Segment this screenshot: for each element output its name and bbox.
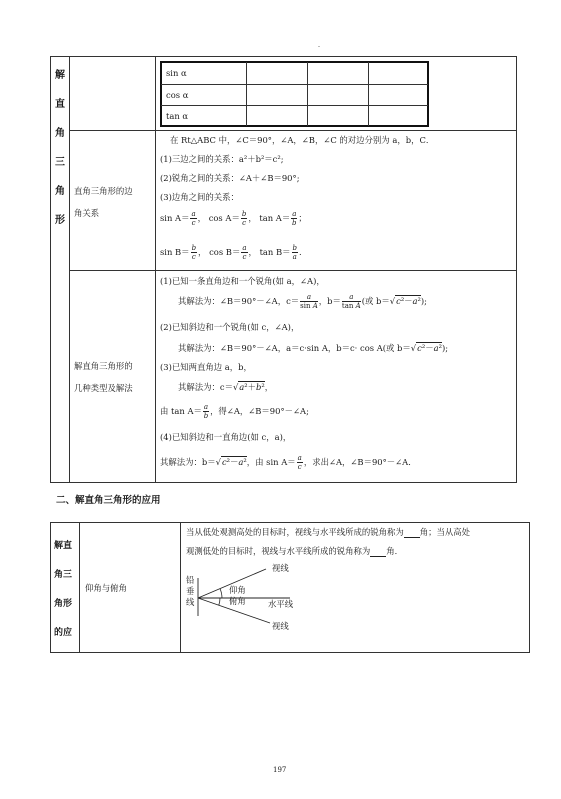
trig-table-col (368, 62, 369, 126)
text: ，得∠A，∠B＝90°－∠A; (210, 406, 309, 416)
text: 由 tan A＝ (160, 406, 202, 416)
trig-row-label: tan α (166, 111, 189, 121)
case-4: (4)已知斜边和一直角边(如 c，a)， (160, 432, 292, 442)
relation-item: (2)锐角之间的关系：∠A＋∠B＝90°; (160, 173, 300, 183)
formula-sinB: sin B＝ (160, 247, 190, 257)
sqrt: c²－a² (221, 457, 247, 467)
side-char: 角 (55, 128, 65, 139)
trig-table-col (246, 62, 247, 126)
table2-top-border (50, 522, 530, 523)
definition-line-2 (186, 546, 403, 557)
blank-depression[interactable] (370, 547, 386, 557)
text: ，b＝ (318, 296, 341, 306)
side-char: 直 (55, 99, 65, 110)
sqrt: c²－a² (396, 296, 421, 306)
section-heading: 二、解直角三角形的应用 (56, 495, 161, 506)
fraction: $\frac{b}{c}$ (241, 210, 247, 227)
formula-line-a: sin A＝ $\frac{a}{c}$ ， cos A＝ $\frac{b}{c}$ ， tan A＝ $\frac{a}{b}$ ； (160, 210, 307, 227)
blank-elevation[interactable] (404, 528, 420, 538)
trig-table-row (161, 105, 428, 106)
trig-table-col (307, 62, 308, 126)
sqrt: a²＋b² (239, 382, 265, 392)
relation-item: (1)三边之间的关系：a²＋b²＝c²; (160, 154, 284, 164)
side-label-line: 角形 (54, 599, 73, 609)
fraction: $\frac{a}{b}$ (203, 403, 209, 420)
page-number: 197 (273, 766, 287, 774)
table1-row-sep-1 (69, 130, 517, 131)
plumb-label-char: 垂 (186, 586, 195, 596)
text: ); (420, 296, 427, 306)
depression-arc (219, 598, 220, 605)
formula-cosB: cos B＝ (209, 247, 241, 257)
side-label-line: 角三 (54, 570, 73, 580)
label-sight-bottom: 视线 (272, 621, 289, 631)
relation-intro: 在 Rt△ABC 中，∠C＝90°，∠A，∠B，∠C 的对边分别为 a，b，C． (170, 135, 435, 145)
side-label-line: 解直 (54, 541, 73, 551)
trig-row-label: cos α (166, 90, 189, 100)
table2-right-border (529, 522, 530, 653)
text: 其解法为：c＝ (178, 382, 233, 392)
fraction: $\frac{a}{\text{tan A}}$ (341, 293, 361, 310)
formula-line-b: sin B＝ $\frac{b}{c}$ ， cos B＝ $\frac{a}{c}$ ， tan B＝ $\frac{b}{a}$ . (160, 244, 302, 261)
row-label: 直角三角形的边 (74, 186, 133, 196)
trig-row-label: sin α (166, 68, 187, 78)
table2-bottom-border (50, 652, 530, 653)
case-1: (1)已知一条直角边和一个锐角(如 a，∠A)， (160, 276, 325, 286)
plumb-label-char: 线 (186, 597, 195, 607)
case-4-solution: 其解法为：b＝√c²－a²，由 sin A＝ $\frac{a}{c}$ ，求出∠A，∠B＝90°－∠A． (160, 454, 417, 471)
text: ); (441, 343, 449, 353)
fraction: $\frac{a}{\text{sin A}}$ (300, 293, 318, 310)
case-3-tail (160, 400, 309, 422)
case-3-solution: 其解法为：c＝√a²＋b²， (178, 382, 274, 392)
fraction: $\frac{a}{c}$ (191, 210, 196, 227)
row-label: 角关系 (74, 208, 100, 218)
sqrt: c²－a² (417, 343, 442, 353)
case-2: (2)已知斜边和一个锐角(如 c，∠A)， (160, 322, 300, 332)
table1-left-border (50, 56, 51, 483)
fraction: $\frac{b}{a}$ (292, 244, 297, 261)
side-char: 角 (55, 186, 65, 197)
elevation-arc (220, 589, 222, 598)
fraction: $\frac{a}{b}$ (292, 210, 297, 227)
text: 观测低处的目标时，视线与水平线所成的锐角称为 (186, 546, 371, 556)
side-char: 形 (55, 215, 65, 226)
text: 角． (386, 546, 403, 556)
text: (或 b＝ (361, 296, 390, 306)
row-label: 解直角三角形的 (74, 361, 133, 371)
label-depression: 俯角 (229, 596, 246, 606)
fraction: $\frac{a}{c}$ (242, 244, 247, 261)
text: 角；当从高处 (419, 527, 470, 537)
formula-tanB: tan B＝ (259, 247, 291, 257)
label-horizontal: 水平线 (268, 599, 294, 609)
table1-top-border (50, 56, 517, 57)
text: ，由 sin A＝ (246, 457, 296, 467)
row-label: 仰角与俯角 (85, 583, 127, 593)
case-2-solution: 其解法为：∠B＝90°－∠A，a＝c·sin A，b＝c· cos A(或 b＝√c²－a²); (178, 343, 449, 353)
formula-tanA: tan A＝ (259, 213, 291, 223)
trig-table-frame (160, 61, 429, 127)
definition-line-1 (186, 527, 470, 538)
fraction: $\frac{b}{c}$ (191, 244, 197, 261)
text: ，求出∠A，∠B＝90°－∠A． (303, 457, 417, 467)
side-label-line: 的应 (54, 628, 73, 638)
table2-col-sep-1 (79, 522, 80, 653)
case-3: (3)已知两直角边 a，b， (160, 362, 252, 372)
plumb-label-char: 铅 (186, 575, 195, 585)
text: 其解法为：∠B＝90°－∠A，c＝ (178, 296, 300, 306)
label-sight-top: 视线 (272, 563, 289, 573)
relation-item: (3)边角之间的关系： (160, 192, 239, 202)
row-label: 几种类型及解法 (74, 383, 133, 393)
text: 其解法为：b＝ (160, 457, 216, 467)
formula-cosA: cos A＝ (208, 213, 240, 223)
table1-bottom-border (50, 482, 517, 483)
trig-table-row (161, 84, 428, 85)
fraction: $\frac{a}{c}$ (297, 454, 302, 471)
case-1-solution: 其解法为：∠B＝90°－∠A，c＝ $\frac{a}{\text{sin A}}$ ，b＝ $\frac{a}{\text{tan A}}$ (或 b＝√c²－a²); (178, 293, 427, 310)
scan-dot (318, 46, 320, 47)
text: 其解法为：∠B＝90°－∠A，a＝c·sin A，b＝c· cos A(或 b＝ (178, 343, 411, 353)
side-char: 三 (55, 157, 65, 168)
text: 当从低处观测高处的目标时，视线与水平线所成的锐角称为 (186, 527, 404, 537)
formula-sinA: sin A＝ (160, 213, 190, 223)
side-char: 解 (55, 70, 65, 81)
table1-row-sep-2 (69, 270, 517, 271)
table2-left-border (50, 522, 51, 653)
label-elevation: 仰角 (229, 585, 246, 595)
